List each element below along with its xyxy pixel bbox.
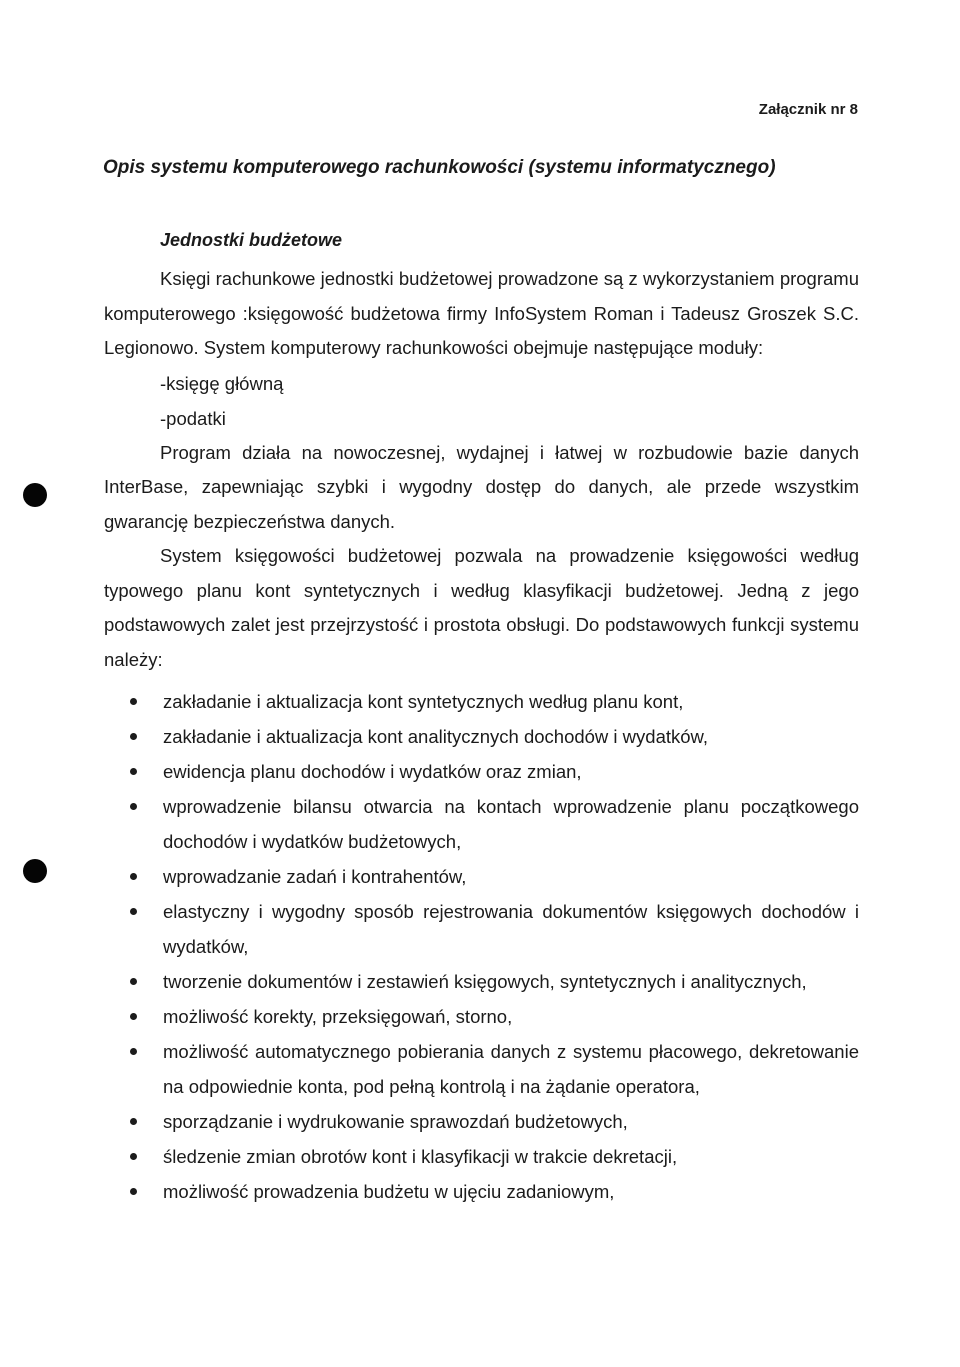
function-text: zakładanie i aktualizacja kont analitycznych dochodów i wydatków,: [163, 726, 709, 747]
attachment-label: Załącznik nr 8: [758, 101, 858, 118]
bullet-icon: [130, 1118, 137, 1125]
bullet-icon: [130, 1048, 137, 1055]
function-item: [104, 789, 859, 859]
bullet-icon: [130, 698, 137, 705]
function-item: [104, 684, 859, 719]
module-item: -podatki: [160, 407, 226, 429]
function-text: wprowadzanie zadań i kontrahentów,: [163, 866, 467, 887]
function-text: możliwość korekty, przeksięgowań, storno,: [163, 1006, 513, 1027]
function-text: możliwość automatycznego pobierania danych z systemu płacowego, dekretowanie na odpowiednie konta, pod pełną kontrolą i na żądanie operatora,: [163, 1041, 859, 1097]
section-title: Jednostki budżetowe: [160, 230, 343, 250]
document-title: Opis systemu komputerowego rachunkowości (systemu informatycznego): [103, 157, 776, 178]
intro-paragraph: Księgi rachunkowe jednostki budżetowej prowadzone są z wykorzystaniem programu komputerowego :księgowość budżetowa firmy InfoSystem Roman i Tadeusz Groszek S.C. Legionowo. System komputerowy rachunkowości obejmuje następujące moduły:: [104, 268, 859, 358]
bullet-icon: [130, 978, 137, 985]
functions-list: [104, 684, 859, 1209]
system-paragraph: System księgowości budżetowej pozwala na prowadzenie księgowości według typowego planu kont syntetycznych i według klasyfikacji budżetowej. Jedną z jego podstawowych zalet jest przejrzystość i prostota obsługi. Do podstawowych funkcji systemu należy:: [104, 545, 859, 670]
function-text: tworzenie dokumentów i zestawień księgowych, syntetycznych i analitycznych,: [163, 971, 807, 992]
bullet-icon: [130, 733, 137, 740]
bullet-icon: [130, 768, 137, 775]
function-item: [104, 719, 859, 754]
punch-hole-bottom: [23, 859, 47, 883]
function-text: możliwość prowadzenia budżetu w ujęciu zadaniowym,: [163, 1181, 615, 1202]
function-text: wprowadzenie bilansu otwarcia na kontach wprowadzenie planu początkowego dochodów i wydatków budżetowych,: [163, 796, 859, 852]
function-item: [104, 1034, 859, 1104]
function-item: [104, 859, 859, 894]
function-text: sporządzanie i wydrukowanie sprawozdań budżetowych,: [163, 1111, 628, 1132]
database-paragraph: Program działa na nowoczesnej, wydajnej i łatwej w rozbudowie bazie danych InterBase, zapewniając szybki i wygodny dostęp do danych, ale przede wszystkim gwarancję bezpieczeństwa danych.: [104, 441, 859, 532]
function-item: [104, 999, 859, 1034]
function-item: [104, 964, 859, 999]
function-text: ewidencja planu dochodów i wydatków oraz zmian,: [163, 761, 582, 782]
function-item: [104, 754, 859, 789]
bullet-icon: [130, 908, 137, 915]
punch-hole-top: [23, 483, 47, 507]
function-item: [104, 1139, 859, 1174]
bullet-icon: [130, 803, 137, 810]
module-item: -księgę główną: [160, 372, 284, 394]
bullet-icon: [130, 1188, 137, 1195]
bullet-icon: [130, 873, 137, 880]
function-item: [104, 1104, 859, 1139]
document-body: [104, 262, 859, 1209]
function-text: elastyczny i wygodny sposób rejestrowania dokumentów księgowych dochodów i wydatków,: [163, 901, 859, 957]
function-text: zakładanie i aktualizacja kont syntetycznych według planu kont,: [163, 691, 684, 712]
bullet-icon: [130, 1013, 137, 1020]
function-item: [104, 1174, 859, 1209]
function-text: śledzenie zmian obrotów kont i klasyfikacji w trakcie dekretacji,: [163, 1146, 678, 1167]
function-item: [104, 894, 859, 964]
bullet-icon: [130, 1153, 137, 1160]
